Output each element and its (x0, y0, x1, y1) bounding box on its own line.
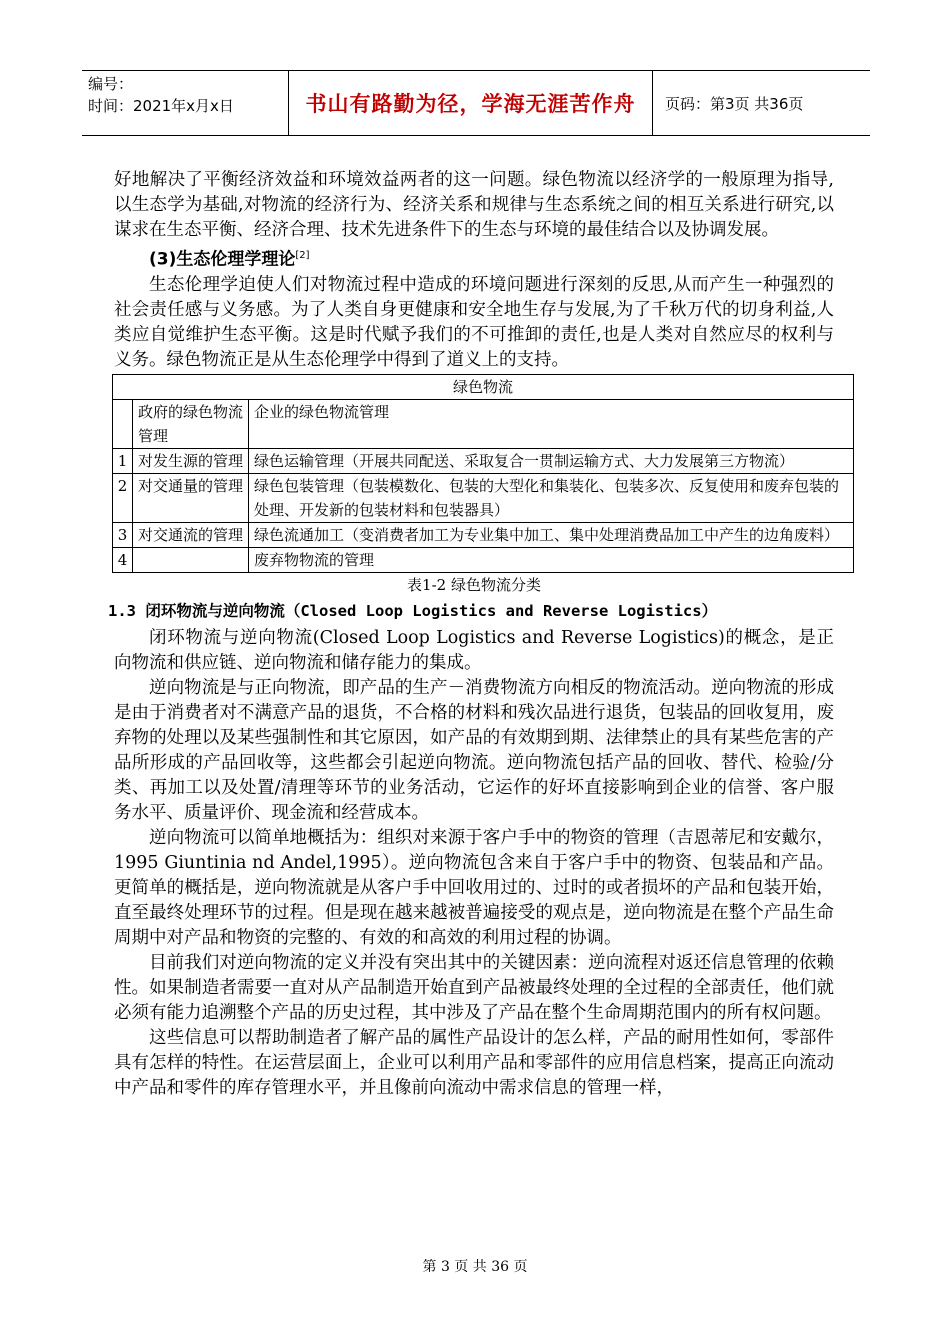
paragraph: 逆向物流是与正向物流，即产品的生产－消费物流方向相反的物流活动。逆向物流的形成是由于消费者对不满意产品的退货，不合格的材料和残次品进行退货，包装品的回收复用，废弃物的处理以及某些强制性和其它原因，如产品的有效期到期、法律禁止的具有某些危害的产品所形成的产品回收等，这些都会引起逆向物流。逆向物流包括产品的回收、替代、检验/分类、再加工以及处置/清理等环节的业务活动，它运作的好坏直接影响到企业的信誉、客户服务水平、质量评价、现金流和经营成本。 (114, 677, 834, 823)
citation-ref: [2] (295, 250, 310, 261)
row-gov: 对交通流的管理 (133, 522, 249, 547)
green-logistics-table (112, 374, 854, 573)
number-label: 编号： (88, 75, 134, 93)
header-meta (82, 71, 289, 135)
document-body (108, 168, 840, 1101)
paragraph: 目前我们对逆向物流的定义并没有突出其中的关键因素：逆向流程对返还信息管理的依赖性。如果制造者需要一直对从产品制造开始直到产品被最终处理的全过程的全部责任，他们就必须有能力追溯整个产品的历史过程，其中涉及了产品在整个生命周期范围内的所有权问题。 (114, 952, 834, 1023)
header-page-info: 页码：第3页 共36页 (665, 94, 804, 113)
table-row (113, 473, 854, 522)
header-motto: 书山有路勤为径，学海无涯苦作舟 (289, 71, 653, 135)
row-number: 3 (113, 522, 133, 547)
table-title: 绿色物流 (113, 374, 854, 399)
section-heading: 1.3 闭环物流与逆向物流（Closed Loop Logistics and Reverse Logistics） (108, 601, 718, 620)
row-ent: 绿色运输管理（开展共同配送、采取复合一贯制运输方式、大力发展第三方物流） (249, 448, 854, 473)
row-ent: 废弃物物流的管理 (249, 547, 854, 572)
sub-heading (114, 243, 834, 273)
table-row (113, 547, 854, 572)
table-row (113, 522, 854, 547)
sub-heading-text: (3)生态伦理学理论 (149, 249, 296, 270)
row-gov: 对发生源的管理 (133, 448, 249, 473)
time-label: 时间：2021年x月x日 (88, 97, 234, 115)
paragraph: 闭环物流与逆向物流(Closed Loop Logistics and Reverse Logistics)的概念，是正向物流和供应链、逆向物流和储存能力的集成。 (114, 627, 834, 673)
table-row (113, 448, 854, 473)
paragraph: 这些信息可以帮助制造者了解产品的属性产品设计的怎么样，产品的耐用性如何，零部件具有怎样的特性。在运营层面上，企业可以利用产品和零部件的应用信息档案，提高正向流动中产品和零件的库存管理水平，并且像前向流动中需求信息的管理一样， (114, 1027, 834, 1098)
row-ent: 绿色包装管理（包装模数化、包装的大型化和集装化、包装多次、反复使用和废弃包装的处理、开发新的包装材料和包装器具） (249, 473, 854, 522)
row-ent: 绿色流通加工（变消费者加工为专业集中加工、集中处理消费品加工中产生的边角废料） (249, 522, 854, 547)
table-cell (113, 399, 133, 448)
page-header (82, 70, 870, 136)
paragraph: 好地解决了平衡经济效益和环境效益两者的这一问题。绿色物流以经济学的一般原理为指导,以生态学为基础,对物流的经济行为、经济关系和规律与生态系统之间的相互关系进行研究,以谋求在生态平衡、经济合理、技术先进条件下的生态与环境的最佳结合以及协调发展。 (114, 170, 834, 240)
row-gov (133, 547, 249, 572)
paragraph: 生态伦理学迫使人们对物流过程中造成的环境问题进行深刻的反思,从而产生一种强烈的社会责任感与义务感。为了人类自身更健康和安全地生存与发展,为了千秋万代的切身利益,人类应自觉维护生态平衡。这是时代赋予我们的不可推卸的责任,也是人类对自然应尽的权利与义务。绿色物流正是从生态伦理学中得到了道义上的支持。 (114, 274, 834, 370)
row-number: 4 (113, 547, 133, 572)
paragraph: 逆向物流可以简单地概括为：组织对来源于客户手中的物资的管理（吉恩蒂尼和安戴尔，1995 Giuntinia nd Andel,1995）。逆向物流包含来自于客户手中的物资、包装品和产品。更简单的概括是，逆向物流就是从客户手中回收用过的、过时的或者损坏的产品和包装开始，直至最终处理环节的过程。但是现在越来越被普遍接受的观点是，逆向物流是在整个产品生命周期中对产品和物资的完整的、有效的和高效的利用过程的协调。 (114, 827, 834, 948)
table-header-ent: 企业的绿色物流管理 (249, 399, 854, 448)
table-header-gov: 政府的绿色物流管理 (133, 399, 249, 448)
table-caption: 表1-2 绿色物流分类 (407, 575, 541, 594)
row-number: 2 (113, 473, 133, 522)
row-gov: 对交通量的管理 (133, 473, 249, 522)
page-footer: 第 3 页 共 36 页 (422, 1259, 528, 1275)
row-number: 1 (113, 448, 133, 473)
